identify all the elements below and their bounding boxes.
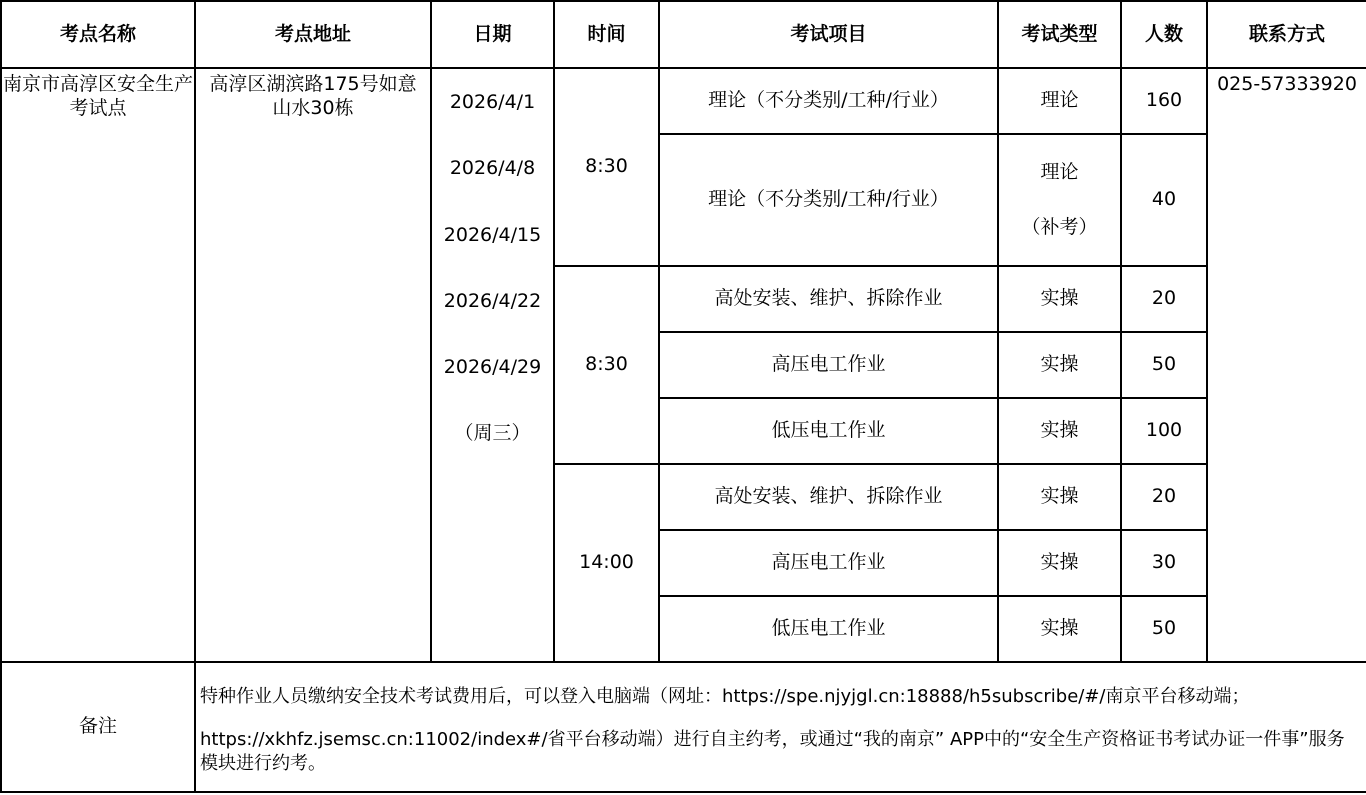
table-row	[1, 68, 1366, 134]
time-cell: 14:00	[554, 464, 659, 662]
contact-phone: 025-57333920	[1207, 68, 1366, 662]
exam-count: 50	[1121, 596, 1207, 662]
notes-line: 特种作业人员缴纳安全技术考试费用后，可以登入电脑端（网址：https://spe.njyjgl.cn:18888/h5subscribe/#/南京平台移动端；	[200, 686, 1250, 707]
header-row	[1, 1, 1366, 68]
notes-label: 备注	[1, 662, 195, 792]
exam-item: 高压电工作业	[659, 332, 998, 398]
exam-item: 高压电工作业	[659, 530, 998, 596]
exam-count: 40	[1121, 134, 1207, 266]
exam-item: 理论（不分类别/工种/行业）	[659, 134, 998, 266]
exam-type: 实操	[998, 464, 1121, 530]
header-count: 人数	[1121, 1, 1207, 68]
date-item: 2026/4/15	[443, 223, 542, 246]
date-item: 2026/4/29	[443, 356, 542, 379]
date-list	[431, 68, 554, 662]
date-item: 2026/4/1	[449, 91, 536, 113]
exam-type	[998, 134, 1121, 266]
exam-type: 实操	[998, 332, 1121, 398]
header-time: 时间	[554, 1, 659, 68]
exam-count: 20	[1121, 266, 1207, 332]
exam-type-line: 理论	[1040, 160, 1079, 183]
time-cell: 8:30	[554, 68, 659, 266]
date-item: 2026/4/22	[443, 289, 542, 312]
header-contact: 联系方式	[1207, 1, 1366, 68]
header-site-name: 考点名称	[1, 1, 195, 68]
exam-type: 实操	[998, 596, 1121, 662]
exam-type: 实操	[998, 266, 1121, 332]
exam-item: 理论（不分类别/工种/行业）	[659, 68, 998, 134]
site-address: 高淳区湖滨路175号如意山水30栋	[195, 68, 431, 662]
notes-content	[195, 662, 1366, 792]
exam-item: 低压电工作业	[659, 398, 998, 464]
notes-line: https://xkhfz.jsemsc.cn:11002/index#/省平台移动端）进行自主约考，或通过“我的南京” APP中的“安全生产资格证书考试办证一件事”服务模块进行约考。	[200, 729, 1345, 774]
exam-count: 100	[1121, 398, 1207, 464]
weekday-note: （周三）	[454, 422, 531, 445]
header-exam-type: 考试类型	[998, 1, 1121, 68]
notes-row	[1, 662, 1366, 792]
exam-type-line: （补考）	[1021, 216, 1098, 238]
exam-type: 实操	[998, 398, 1121, 464]
exam-count: 160	[1121, 68, 1207, 134]
exam-count: 20	[1121, 464, 1207, 530]
exam-item: 高处安装、维护、拆除作业	[659, 464, 998, 530]
exam-type: 实操	[998, 530, 1121, 596]
exam-item: 低压电工作业	[659, 596, 998, 662]
time-cell: 8:30	[554, 266, 659, 464]
site-name: 南京市高淳区安全生产考试点	[1, 68, 195, 662]
exam-type: 理论	[998, 68, 1121, 134]
exam-count: 30	[1121, 530, 1207, 596]
date-item: 2026/4/8	[449, 157, 536, 180]
header-exam-item: 考试项目	[659, 1, 998, 68]
header-date: 日期	[431, 1, 554, 68]
header-site-address: 考点地址	[195, 1, 431, 68]
exam-count: 50	[1121, 332, 1207, 398]
exam-item: 高处安装、维护、拆除作业	[659, 266, 998, 332]
